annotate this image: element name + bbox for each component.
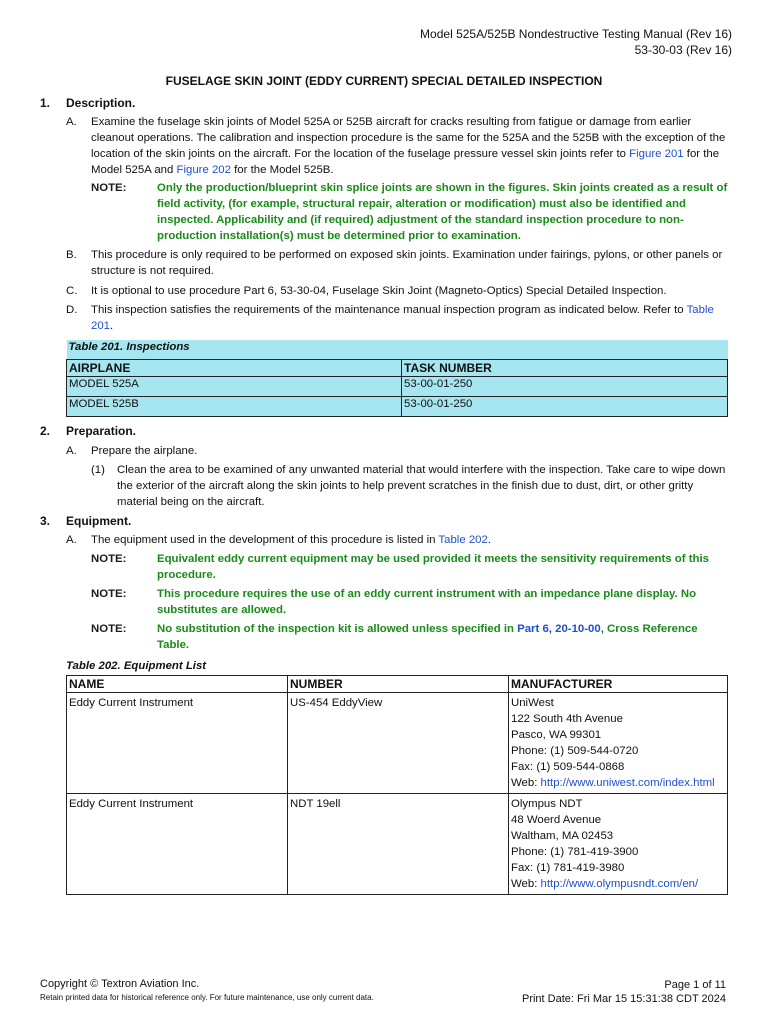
- column-header: NUMBER: [288, 676, 509, 693]
- table-202-link[interactable]: Table 202: [438, 534, 488, 546]
- manual-section: 53-30-03 (Rev 16): [634, 43, 732, 57]
- print-date: Print Date: Fri Mar 15 15:31:38 CDT 2024: [521, 993, 726, 1005]
- description-item-b: B. This procedure is only required to be performed on exposed skin joints. Examination under fairings, pylons, or other panels or structure is not required.: [66, 249, 723, 277]
- equipment-item-a: A. The equipment used in the development of this procedure is listed in Table 202.: [66, 534, 491, 546]
- table-row: Eddy Current Instrument NDT 19ell Olympus NDT 48 Woerd Avenue Waltham, MA 02453 Phone: (1) 781-419-3900 Fax: (1) 781-419-3980 Web: http://www.olympusndt.com/en/: [67, 794, 728, 895]
- preparation-step-1: (1) Clean the area to be examined of any unwanted material that would interfere with the inspection. Take care to wipe down the exterior of the aircraft along the skin joints to help prevent scratches in the finish due to dust, dirt, or other gritty material being on the aircraft.: [91, 464, 726, 508]
- table-row: MODEL 525B 53-00-01-250: [67, 397, 728, 417]
- note-impedance-plane: NOTE: This procedure requires the use of an eddy current instrument with an impedance plane display. No substitutes are allowed.: [91, 588, 697, 616]
- olympus-web-link[interactable]: http://www.olympusndt.com/en/: [540, 878, 699, 890]
- table-row: MODEL 525A 53-00-01-250: [67, 377, 728, 397]
- description-item-a: A. Examine the fuselage skin joints of Model 525A or 525B aircraft for cracks resulting from fatigue or damage from earlier cleanout operations. The calibration and inspection procedure is the same for the 525A and the 525B with the exception of the location of the skin joints on the aircraft. For the location of the fuselage pressure vessel skin joints refer to Figure 201 for the Model 525A and Figure 202 for the Model 525B.: [66, 116, 726, 176]
- page-number: Page 1 of 11: [664, 979, 726, 991]
- column-header: AIRPLANE: [67, 360, 402, 377]
- preparation-item-a: A. Prepare the airplane.: [66, 445, 198, 457]
- copyright: Copyright © Textron Aviation Inc.: [40, 978, 200, 990]
- note-field-joints: NOTE: Only the production/blueprint skin splice joints are shown in the figures. Skin joints created as a result of field activity, (for example, structural repair, alteration or modification) must also be identified and inspected. Applicability and (if required) adjustment of the standard inspection procedure to non-production installation(s) must be determined prior to examination.: [91, 182, 728, 242]
- page-footer: [522, 978, 726, 1006]
- table-caption: Table 202. Equipment List: [66, 660, 207, 672]
- retain-notice: Retain printed data for historical reference only. For future maintenance, use only current data.: [40, 993, 374, 1002]
- page-header: [420, 26, 732, 58]
- manufacturer-cell: Olympus NDT 48 Woerd Avenue Waltham, MA 02453 Phone: (1) 781-419-3900 Fax: (1) 781-419-3980 Web: http://www.olympusndt.com/en/: [509, 794, 728, 895]
- section-heading: Description.: [66, 96, 136, 110]
- column-header: MANUFACTURER: [509, 676, 728, 693]
- uniwest-web-link[interactable]: http://www.uniwest.com/index.html: [540, 777, 715, 789]
- section-heading: Equipment.: [66, 514, 132, 528]
- cross-reference-link[interactable]: Part 6, 20-10-00: [517, 623, 601, 635]
- table-row: Eddy Current Instrument US-454 EddyView UniWest 122 South 4th Avenue Pasco, WA 99301 Phone: (1) 509-544-0720 Fax: (1) 509-544-0868 Web: http://www.uniwest.com/index.html: [67, 693, 728, 794]
- table-201-link[interactable]: Table 201: [91, 304, 714, 332]
- section-equipment: 3. Equipment.: [40, 514, 132, 528]
- section-preparation: 2. Preparation.: [40, 424, 137, 438]
- description-item-d: D. This inspection satisfies the requirements of the maintenance manual inspection program as indicated below. Refer to Table 201.: [66, 304, 714, 332]
- section-heading: Preparation.: [66, 424, 137, 438]
- page-title: FUSELAGE SKIN JOINT (EDDY CURRENT) SPECIAL DETAILED INSPECTION: [165, 74, 603, 88]
- figure-202-link[interactable]: Figure 202: [176, 164, 231, 176]
- equipment-table: [66, 675, 728, 895]
- column-header: NAME: [67, 676, 288, 693]
- manufacturer-cell: UniWest 122 South 4th Avenue Pasco, WA 99301 Phone: (1) 509-544-0720 Fax: (1) 509-544-0868 Web: http://www.uniwest.com/index.html: [509, 693, 728, 794]
- manual-title: Model 525A/525B Nondestructive Testing Manual (Rev 16): [420, 27, 732, 41]
- inspections-table: [66, 340, 728, 417]
- figure-201-link[interactable]: Figure 201: [629, 148, 684, 160]
- note-equivalent-equipment: NOTE: Equivalent eddy current equipment may be used provided it meets the sensitivity requirements of this procedure.: [91, 553, 709, 581]
- column-header: TASK NUMBER: [402, 360, 728, 377]
- description-item-c: C. It is optional to use procedure Part 6, 53-30-04, Fuselage Skin Joint (Magneto-Optics) Special Detailed Inspection.: [66, 285, 667, 297]
- table-caption: Table 201. Inspections: [67, 340, 728, 360]
- section-description: 1. Description.: [40, 96, 136, 110]
- note-inspection-kit: NOTE: No substitution of the inspection kit is allowed unless specified in Part 6, 20-10-00, Cross Reference Table.: [91, 623, 698, 651]
